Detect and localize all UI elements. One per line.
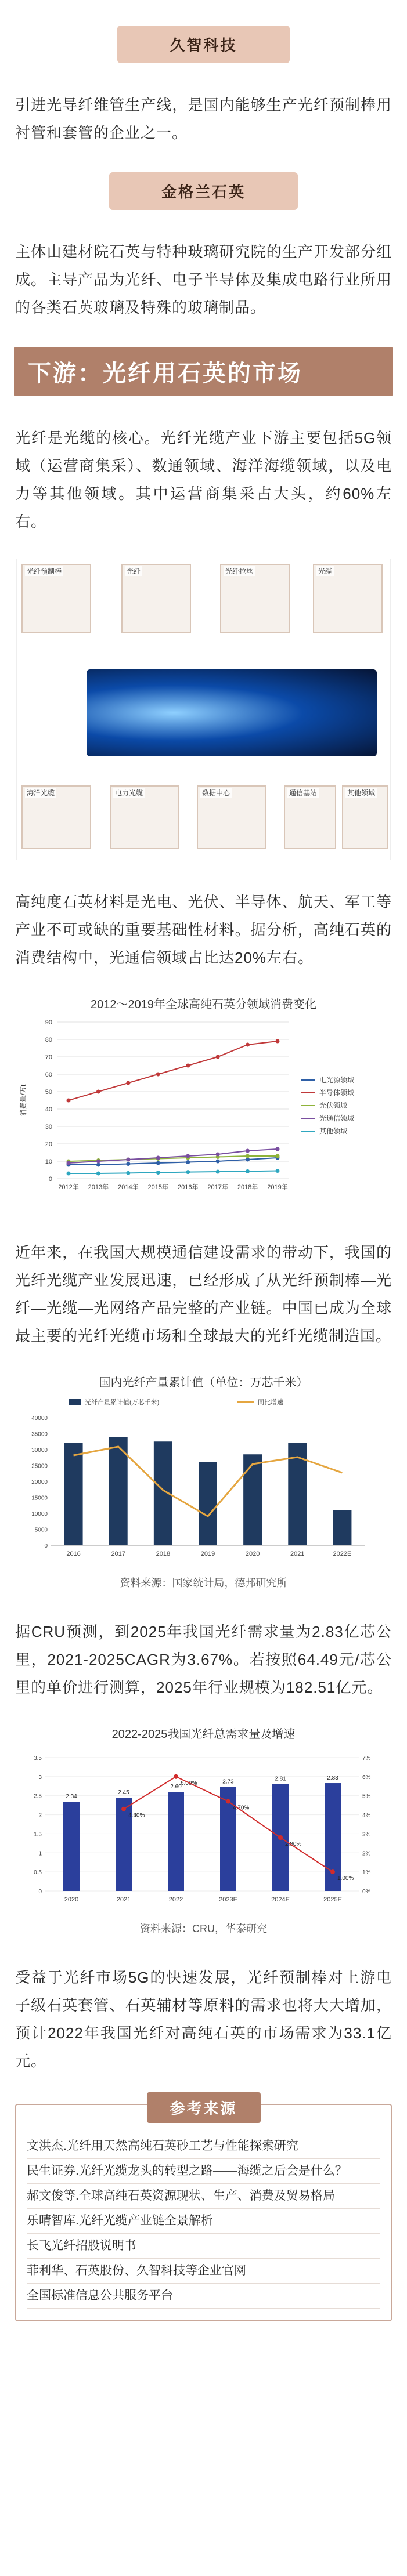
growth-label: 6.00% bbox=[181, 1780, 197, 1787]
figure-label: 其他领域 bbox=[345, 788, 377, 798]
y-tick-label: 1.5 bbox=[34, 1831, 42, 1838]
chart-quartz-consumption bbox=[16, 995, 391, 1211]
x-tick-label: 2024E bbox=[271, 1896, 290, 1903]
bar bbox=[199, 1462, 217, 1545]
x-tick-label: 2018年 bbox=[237, 1184, 258, 1191]
data-point bbox=[246, 1158, 250, 1162]
chart-fiber-output bbox=[16, 1373, 391, 1590]
data-point bbox=[126, 1162, 130, 1166]
downstream-paragraph-1: 光纤是光缆的核心。光纤光缆产业下游主要包括5G领域（运营商集采）、数通领域、海洋海缆领域，以及电力等其他领域。其中运营商集采占大头，约60%左右。 bbox=[15, 429, 392, 530]
figure-tile-basestation bbox=[284, 785, 336, 849]
data-point bbox=[186, 1154, 190, 1158]
legend-label: 光通信领域 bbox=[319, 1114, 355, 1122]
figure-tile-other bbox=[342, 785, 388, 849]
x-tick-label: 2019年 bbox=[267, 1184, 288, 1191]
data-point bbox=[96, 1160, 100, 1164]
y-tick-label: 2.5 bbox=[34, 1793, 42, 1800]
bar-value-label: 2.60 bbox=[170, 1784, 182, 1791]
legend-swatch bbox=[69, 1399, 81, 1405]
data-point bbox=[216, 1170, 220, 1174]
y-tick-label: 20 bbox=[45, 1141, 52, 1148]
reference-item: 郝文俊等.全球高纯石英资源现状、生产、消费及贸易格局 bbox=[27, 2184, 380, 2209]
data-point bbox=[156, 1161, 160, 1165]
chart-source: 资料来源：国家统计局，德邦研究所 bbox=[120, 1577, 287, 1589]
y-tick-label: 70 bbox=[45, 1054, 52, 1061]
downstream-paragraph-3: 近年来，在我国大规模通信建设需求的带动下，我国的光纤光缆产业发展迅速，已经形成了从光纤预制棒—光纤—光缆—光网络产品完整的产业链。中国已成为全球最主要的光纤光缆市场和全球最大的光纤光缆制造国。 bbox=[15, 1244, 392, 1345]
y-tick-label: 40000 bbox=[31, 1415, 48, 1422]
y-axis-label: 消费量/万t bbox=[19, 1084, 27, 1117]
data-point bbox=[276, 1169, 280, 1173]
bar-value-label: 2.73 bbox=[222, 1778, 234, 1785]
bar bbox=[333, 1510, 351, 1546]
figure-tile-preform bbox=[21, 564, 91, 633]
bar bbox=[168, 1792, 184, 1891]
y-tick-label: 35000 bbox=[31, 1431, 48, 1438]
y-tick-label: 30000 bbox=[31, 1447, 48, 1454]
chart-title: 2022-2025我国光纤总需求量及增速 bbox=[111, 1728, 296, 1741]
x-tick-label: 2021 bbox=[116, 1896, 131, 1903]
downstream-paragraph-5: 受益于光纤市场5G的快速发展，光纤预制棒对上游电子级石英套管、石英辅材等原料的需求也将大大增加，预计2022年我国光纤对高纯石英的市场需求为33.1亿元。 bbox=[15, 1969, 392, 2070]
references-box bbox=[15, 2100, 392, 2321]
data-point bbox=[216, 1055, 220, 1059]
reference-item: 菲利华、石英股份、久智科技等企业官网 bbox=[27, 2259, 380, 2284]
data-point bbox=[276, 1147, 280, 1151]
y-tick-label: 15000 bbox=[31, 1495, 48, 1502]
x-tick-label: 2022E bbox=[333, 1550, 352, 1557]
data-point bbox=[156, 1171, 160, 1175]
downstream-section-title: 下游：光纤用石英的市场 bbox=[14, 347, 393, 396]
chart-fiber-demand bbox=[16, 1724, 391, 1936]
growth-label: 1.00% bbox=[337, 1875, 354, 1882]
reference-item: 文洪杰.光纤用天然高纯石英砂工艺与性能探索研究 bbox=[27, 2134, 380, 2159]
figure-label: 海洋光缆 bbox=[25, 788, 56, 798]
data-point bbox=[246, 1169, 250, 1173]
y-tick-label: 3.5 bbox=[34, 1755, 42, 1762]
figure-label: 光纤 bbox=[125, 566, 142, 576]
y-tick-label: 3 bbox=[38, 1774, 42, 1781]
legend-label: 其他领域 bbox=[319, 1127, 348, 1135]
data-point bbox=[216, 1153, 220, 1157]
figure-label: 光缆 bbox=[316, 566, 334, 576]
bar bbox=[116, 1798, 132, 1891]
x-tick-label: 2013年 bbox=[88, 1184, 109, 1191]
bar bbox=[243, 1454, 262, 1545]
chart-title: 国内光纤产量累计值（单位：万芯千米） bbox=[99, 1376, 308, 1389]
x-tick-label: 2018 bbox=[156, 1550, 171, 1557]
reference-item: 民生证券.光纤光缆龙头的转型之路——海缆之后会是什么？ bbox=[27, 2159, 380, 2184]
data-point bbox=[96, 1090, 100, 1094]
chart-quartz-consumption-svg bbox=[16, 1016, 391, 1208]
figure-label: 光纤拉丝 bbox=[224, 566, 255, 576]
x-tick-label: 2014年 bbox=[118, 1184, 139, 1191]
y2-tick-label: 6% bbox=[362, 1774, 371, 1781]
y-tick-label: 2 bbox=[38, 1812, 42, 1819]
x-tick-label: 2020 bbox=[64, 1896, 79, 1903]
y-tick-label: 60 bbox=[45, 1071, 52, 1078]
legend-label: 半导体领域 bbox=[319, 1089, 355, 1097]
y-tick-label: 0 bbox=[38, 1889, 42, 1895]
y-tick-label: 50 bbox=[45, 1089, 52, 1096]
section-jingesan bbox=[0, 147, 407, 210]
x-tick-label: 2021 bbox=[290, 1550, 305, 1557]
bar bbox=[325, 1783, 341, 1891]
data-point bbox=[216, 1160, 220, 1164]
x-tick-label: 2017年 bbox=[207, 1184, 228, 1191]
growth-label: 2.80% bbox=[285, 1841, 302, 1847]
x-tick-label: 2022 bbox=[168, 1896, 183, 1903]
figure-label: 数据中心 bbox=[200, 788, 232, 798]
legend-label: 同比增速 bbox=[258, 1399, 283, 1406]
chart-title: 2012～2019年全球高纯石英分领域消费变化 bbox=[91, 998, 316, 1011]
y-tick-label: 10 bbox=[45, 1158, 52, 1165]
bar bbox=[64, 1443, 83, 1545]
y2-tick-label: 7% bbox=[362, 1755, 371, 1762]
figure-tile-datacenter bbox=[197, 785, 266, 849]
growth-label: 4.70% bbox=[233, 1805, 250, 1811]
data-point bbox=[156, 1073, 160, 1077]
figure-tile-fiber bbox=[121, 564, 191, 633]
y-tick-label: 10000 bbox=[31, 1511, 48, 1517]
data-point bbox=[126, 1158, 130, 1162]
data-point bbox=[126, 1171, 130, 1175]
company-pill-jiuzhi: 久智科技 bbox=[117, 26, 289, 63]
figure-tile-drawing bbox=[220, 564, 290, 633]
y-tick-label: 0.5 bbox=[34, 1869, 42, 1876]
y2-tick-label: 5% bbox=[362, 1793, 371, 1800]
x-tick-label: 2016年 bbox=[177, 1184, 199, 1191]
data-point bbox=[186, 1170, 190, 1174]
figure-label: 电力光缆 bbox=[113, 788, 145, 798]
bar-value-label: 2.45 bbox=[118, 1789, 129, 1796]
fiber-optic-image bbox=[87, 669, 377, 756]
y2-tick-label: 3% bbox=[362, 1831, 371, 1838]
data-point bbox=[246, 1149, 250, 1153]
x-tick-label: 2019 bbox=[200, 1550, 215, 1557]
data-point bbox=[96, 1172, 100, 1176]
legend-label: 光伏领域 bbox=[319, 1102, 348, 1110]
figure-tile-cable bbox=[313, 564, 383, 633]
x-tick-label: 2025E bbox=[323, 1896, 342, 1903]
data-point bbox=[67, 1172, 71, 1176]
figure-tile-ocean bbox=[21, 785, 91, 849]
data-point bbox=[186, 1160, 190, 1164]
bar-value-label: 2.83 bbox=[327, 1775, 338, 1782]
figure-tile-power bbox=[110, 785, 179, 849]
reference-item: 全国标准信息公共服务平台 bbox=[27, 2284, 380, 2309]
y-tick-label: 0 bbox=[48, 1176, 52, 1183]
chart-fiber-demand-svg bbox=[16, 1746, 391, 1914]
y2-tick-label: 0% bbox=[362, 1889, 371, 1895]
data-point bbox=[67, 1161, 71, 1165]
data-point bbox=[126, 1081, 130, 1085]
data-point bbox=[276, 1154, 280, 1158]
y-tick-label: 90 bbox=[45, 1019, 52, 1026]
y2-tick-label: 1% bbox=[362, 1869, 371, 1876]
legend-label: 电光源领域 bbox=[319, 1076, 355, 1084]
x-tick-label: 2023E bbox=[219, 1896, 237, 1903]
bar bbox=[63, 1802, 80, 1891]
y2-tick-label: 4% bbox=[362, 1812, 371, 1819]
y-tick-label: 0 bbox=[44, 1543, 48, 1549]
x-tick-label: 2017 bbox=[111, 1550, 125, 1557]
figure-label: 通信基站 bbox=[287, 788, 319, 798]
y2-tick-label: 2% bbox=[362, 1850, 371, 1857]
data-point bbox=[96, 1163, 100, 1167]
bar-value-label: 2.34 bbox=[66, 1794, 77, 1800]
x-tick-label: 2015年 bbox=[147, 1184, 169, 1191]
data-point bbox=[246, 1043, 250, 1047]
x-tick-label: 2020 bbox=[245, 1550, 260, 1557]
y-tick-label: 1 bbox=[38, 1850, 42, 1857]
reference-item: 长飞光纤招股说明书 bbox=[27, 2234, 380, 2259]
x-tick-label: 2012年 bbox=[58, 1184, 79, 1191]
y-tick-label: 80 bbox=[45, 1037, 52, 1044]
figure-label: 光纤预制棒 bbox=[25, 566, 63, 576]
data-point bbox=[246, 1154, 250, 1158]
section-jiuzhi bbox=[0, 0, 407, 63]
chart-fiber-output-svg bbox=[16, 1394, 391, 1568]
data-point bbox=[156, 1156, 160, 1160]
reference-item: 乐晴智库.光纤光缆产业链全景解析 bbox=[27, 2209, 380, 2234]
data-point bbox=[276, 1039, 280, 1044]
jingesan-description: 主体由建材院石英与特种玻璃研究院的生产开发部分组成。主导产品为光纤、电子半导体及集成电路行业所用的各类石英玻璃及特殊的玻璃制品。 bbox=[15, 243, 392, 316]
chart-source: 资料来源：CRU，华泰研究 bbox=[140, 1923, 267, 1934]
company-pill-jingesan: 金格兰石英 bbox=[109, 172, 298, 210]
y-tick-label: 40 bbox=[45, 1106, 52, 1113]
downstream-paragraph-4: 据CRU预测，到2025年我国光纤需求量为2.83亿芯公里，2021-2025CAGR为3.67%。若按照64.49元/芯公里的单价进行测算，2025年行业规模为182.51亿元。 bbox=[15, 1623, 392, 1696]
jiuzhi-description: 引进光导纤维管生产线，是国内能够生产光纤预制棒用衬管和套管的企业之一。 bbox=[15, 96, 392, 142]
bar-value-label: 2.81 bbox=[275, 1776, 286, 1782]
y-tick-label: 25000 bbox=[31, 1463, 48, 1470]
data-point bbox=[186, 1064, 190, 1068]
downstream-paragraph-2: 高纯度石英材料是光电、光伏、半导体、航天、军工等产业不可或缺的重要基础性材料。据分析，高纯石英的消费结构中，光通信领域占比达20%左右。 bbox=[15, 893, 392, 966]
references-title: 参考来源 bbox=[146, 2092, 260, 2123]
y-tick-label: 5000 bbox=[34, 1527, 48, 1534]
x-tick-label: 2016 bbox=[66, 1550, 81, 1557]
y-tick-label: 30 bbox=[45, 1124, 52, 1131]
growth-label: 4.30% bbox=[128, 1812, 145, 1819]
y-tick-label: 20000 bbox=[31, 1479, 48, 1486]
data-point bbox=[67, 1099, 71, 1103]
legend-label: 光纤产量累计值(万芯千米) bbox=[85, 1399, 160, 1406]
fiber-industry-figure bbox=[16, 559, 391, 860]
